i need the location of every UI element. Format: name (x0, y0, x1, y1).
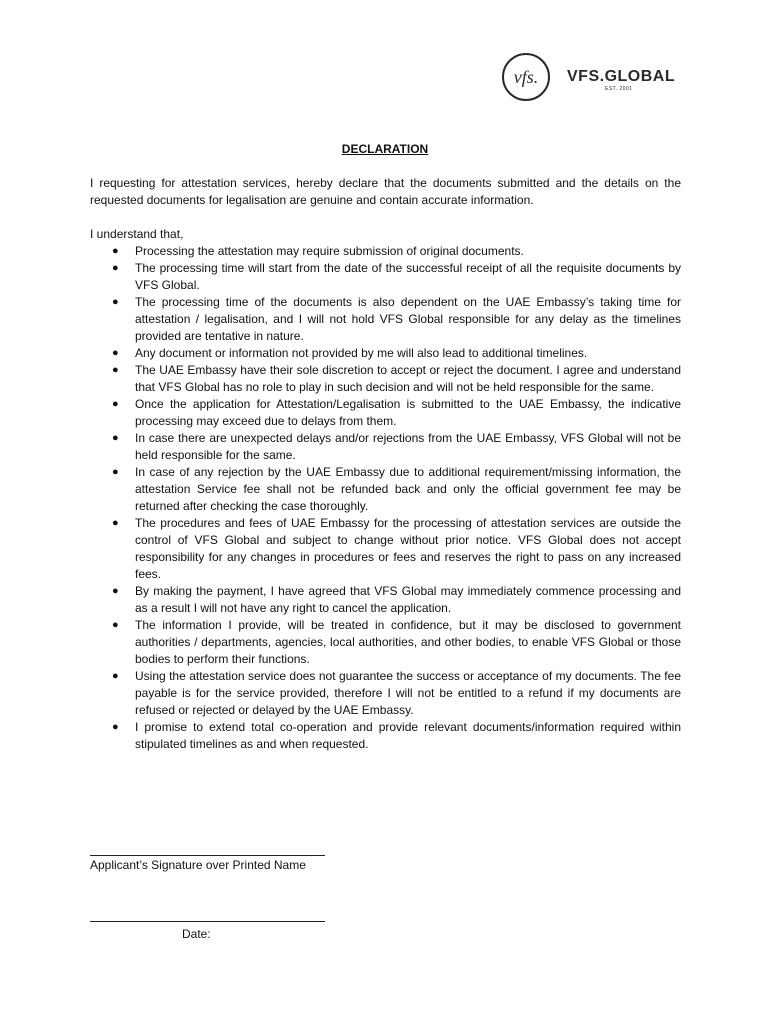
list-item-text: The processing time of the documents is also dependent on the UAE Embassy’s taking time for attestation / legalisation, and I will not hold VFS Global responsible for any delay as the timelines provided are tentative in nature. (135, 295, 681, 343)
understand-heading: I understand that, (90, 227, 184, 241)
list-item (90, 719, 681, 753)
list-item (90, 583, 681, 617)
list-item-text: The information I provide, will be treated in confidence, but it may be disclosed to government authorities / departments, agencies, local authorities, and other bodies, to enable VFS Global or those bodies to perform their functions. (135, 618, 681, 666)
list-item-text: Any document or information not provided by me will also lead to additional timelines. (135, 346, 588, 360)
page-title: DECLARATION (341, 142, 429, 156)
list-item-text: Using the attestation service does not guarantee the success or acceptance of my documents. The fee payable is for the service provided, therefore I will not be entitled to a refund if my documents are refused or rejected or delayed by the UAE Embassy. (135, 669, 681, 717)
list-item (90, 617, 681, 668)
list-item (90, 260, 681, 294)
list-item-text: Processing the attestation may require submission of original documents. (135, 244, 524, 258)
list-item-text: I promise to extend total co-operation and provide relevant documents/information required within stipulated timelines as and when requested. (135, 720, 681, 751)
list-item (90, 515, 681, 583)
list-item-text: By making the payment, I have agreed that VFS Global may immediately commence processing and as a result I will not have any right to cancel the application. (135, 584, 681, 615)
bullet-icon: ● (112, 432, 119, 444)
bullet-icon: ● (112, 670, 119, 682)
vfs-logo-mark-icon (500, 50, 555, 105)
list-item-text: The processing time will start from the date of the successful receipt of all the requisite documents by VFS Global. (135, 261, 681, 292)
date-line (90, 921, 325, 922)
list-item (90, 430, 681, 464)
bullet-icon: ● (112, 398, 119, 410)
list-item (90, 345, 681, 362)
list-item (90, 294, 681, 345)
signature-line (90, 855, 325, 856)
bullet-icon: ● (112, 296, 119, 308)
bullet-icon: ● (112, 262, 119, 274)
declaration-body (90, 175, 681, 753)
logo-name: VFS.GLOBAL (567, 68, 676, 85)
list-item-text: The UAE Embassy have their sole discretion to accept or reject the document. I agree and understand that VFS Global has no role to play in such decision and will not be held responsible for the same. (135, 363, 681, 394)
list-item-text: In case of any rejection by the UAE Embassy due to additional requirement/missing information, the attestation Service fee shall not be refunded back and only the official government fee may be returned after checking the case thoroughly. (135, 465, 681, 513)
intro-paragraph: I requesting for attestation services, hereby declare that the documents submitted and the details on the requested documents for legalisation are genuine and contain accurate information. (90, 176, 681, 207)
list-item (90, 243, 681, 260)
list-item (90, 362, 681, 396)
logo-established: EST. 2001 (605, 86, 633, 92)
bullet-icon: ● (112, 585, 119, 597)
bullet-icon: ● (112, 466, 119, 478)
logo-mark-text: vfs. (513, 67, 539, 87)
bullet-icon: ● (112, 517, 119, 529)
vfs-global-logo (500, 50, 680, 105)
date-label: Date: (182, 927, 211, 941)
bullet-icon: ● (112, 364, 119, 376)
list-item (90, 396, 681, 430)
bullet-icon: ● (112, 721, 119, 733)
list-item (90, 668, 681, 719)
signature-label: Applicant’s Signature over Printed Name (90, 858, 306, 872)
list-item-text: Once the application for Attestation/Legalisation is submitted to the UAE Embassy, the indicative processing may exceed due to delays from them. (135, 397, 681, 428)
bullet-icon: ● (112, 245, 119, 257)
list-item (90, 464, 681, 515)
list-item-text: In case there are unexpected delays and/or rejections from the UAE Embassy, VFS Global will not be held responsible for the same. (135, 431, 681, 462)
bullet-icon: ● (112, 347, 119, 359)
terms-list (90, 243, 681, 753)
bullet-icon: ● (112, 619, 119, 631)
list-item-text: The procedures and fees of UAE Embassy for the processing of attestation services are outside the control of VFS Global and subject to change without prior notice. VFS Global does not accept responsibility for any changes in procedures or fees and reserves the right to pass on any increased fees. (135, 516, 681, 581)
